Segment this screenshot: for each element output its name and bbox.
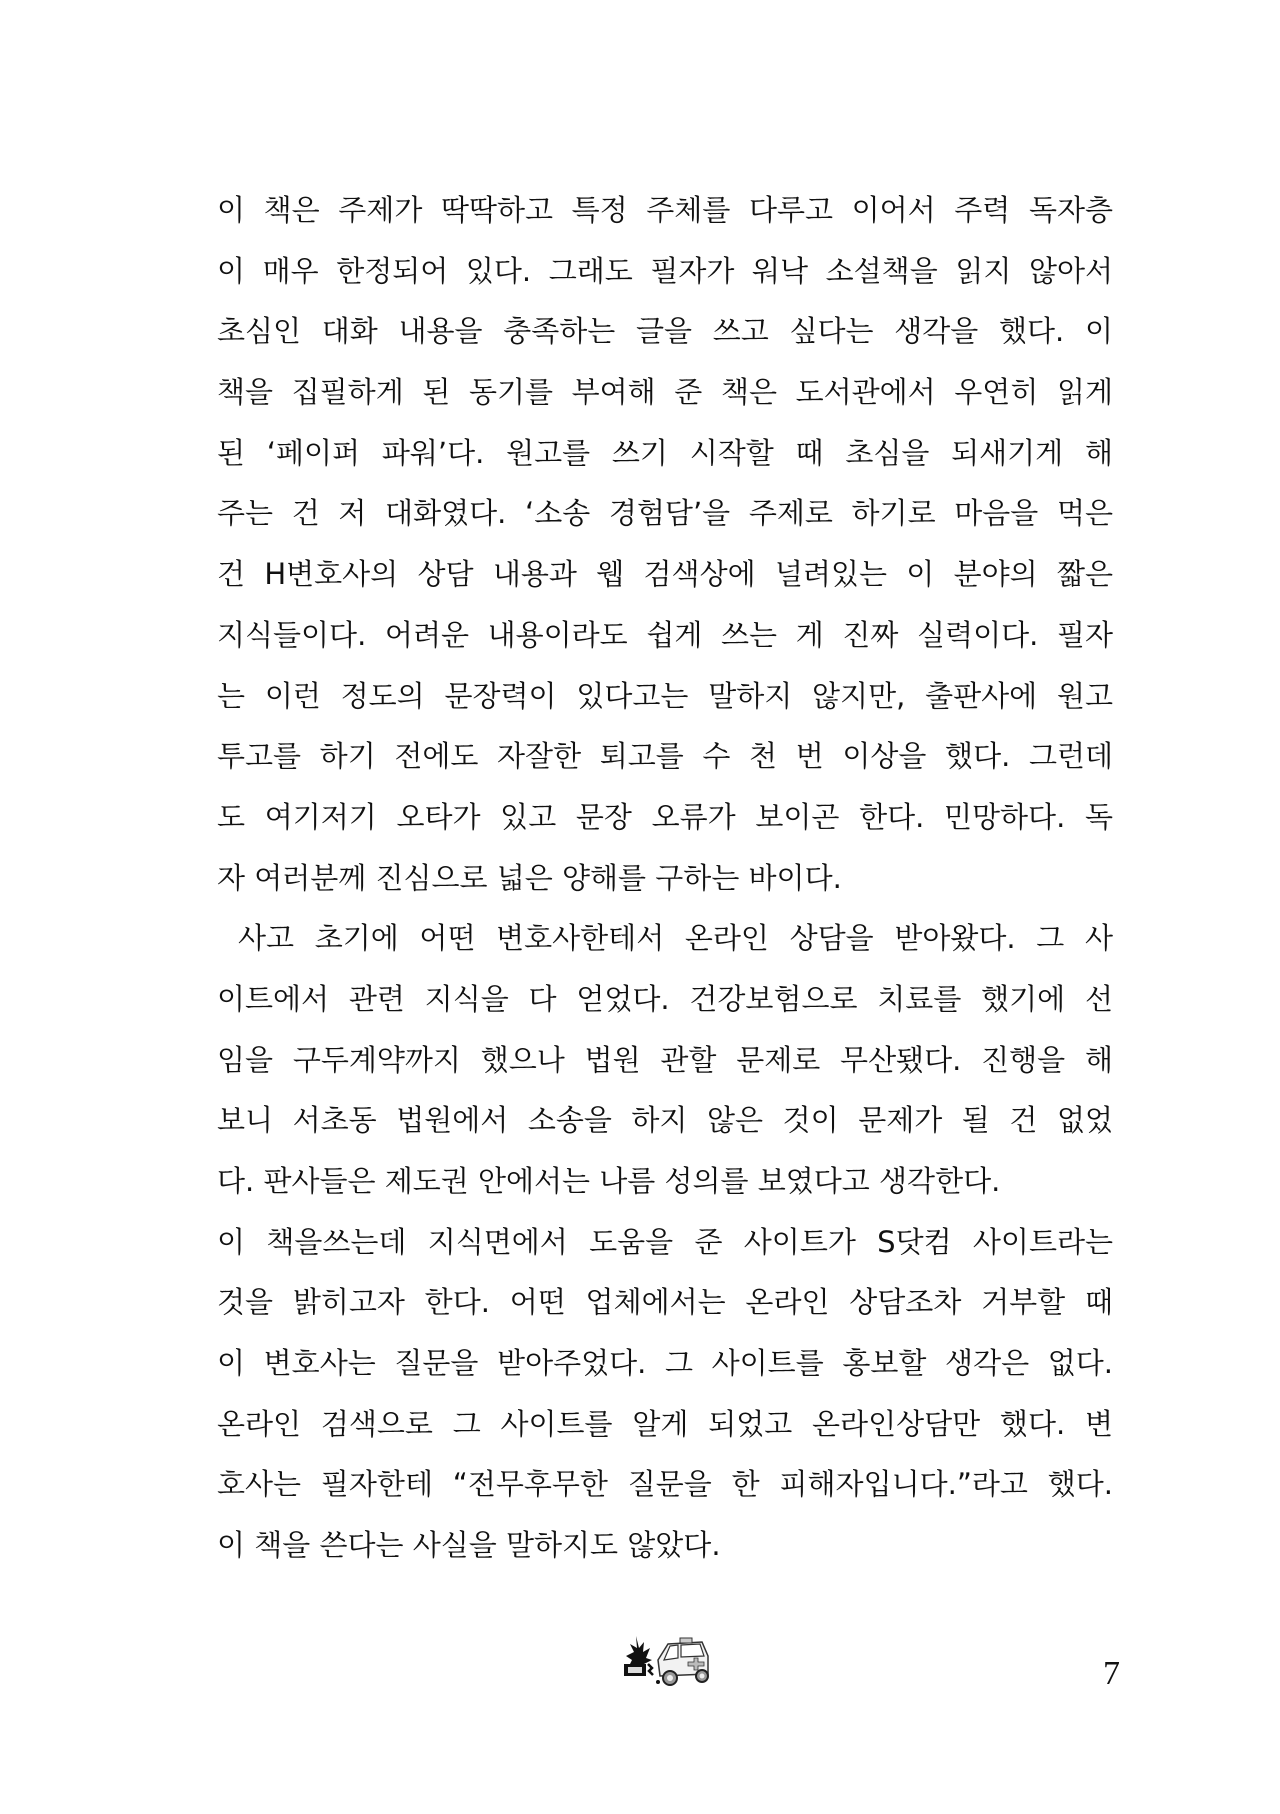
text-line: 지식들이다. 어려운 내용이라도 쉽게 쓰는 게 진짜 실력이다. 필자 — [217, 617, 1113, 652]
text-line: 초심인 대화 내용을 충족하는 글을 쓰고 싶다는 생각을 했다. 이 — [217, 314, 1113, 349]
car-accident-icon — [622, 1634, 714, 1692]
text-line: 투고를 하기 전에도 자잘한 퇴고를 수 천 번 이상을 했다. 그런데 — [217, 739, 1113, 774]
text-line: 이 책을 쓴다는 사실을 말하지도 않았다. — [217, 1528, 721, 1563]
text-line: 된 ‘페이퍼 파워’다. 원고를 쓰기 시작할 때 초심을 되새기게 해 — [217, 435, 1113, 470]
text-line: 책을 집필하게 된 동기를 부여해 준 책은 도서관에서 우연히 읽게 — [217, 375, 1113, 410]
text-line: 보니 서초동 법원에서 소송을 하지 않은 것이 문제가 될 건 없었 — [217, 1103, 1113, 1138]
text-line: 온라인 검색으로 그 사이트를 알게 되었고 온라인상담만 했다. 변 — [217, 1406, 1113, 1441]
text-line: 주는 건 저 대화였다. ‘소송 경험담’을 주제로 하기로 마음을 먹은 — [217, 496, 1113, 531]
text-line: 임을 구두계약까지 했으나 법원 관할 문제로 무산됐다. 진행을 해 — [217, 1042, 1113, 1077]
text-line: 이 변호사는 질문을 받아주었다. 그 사이트를 홍보할 생각은 없다. — [217, 1346, 1113, 1381]
text-line: 이 책을쓰는데 지식면에서 도움을 준 사이트가 S닷컴 사이트라는 — [217, 1224, 1113, 1259]
text-line: 도 여기저기 오타가 있고 문장 오류가 보이곤 한다. 민망하다. 독 — [217, 799, 1113, 834]
page-number: 7 — [1103, 1655, 1120, 1692]
text-line: 건 H변호사의 상담 내용과 웹 검색상에 널려있는 이 분야의 짧은 — [217, 557, 1113, 592]
text-line: 자 여러분께 진심으로 넓은 양해를 구하는 바이다. — [217, 860, 842, 895]
text-line: 이트에서 관련 지식을 다 얻었다. 건강보험으로 치료를 했기에 선 — [217, 981, 1113, 1016]
text-line: 것을 밝히고자 한다. 어떤 업체에서는 온라인 상담조차 거부할 때 — [217, 1285, 1113, 1320]
text-line: 이 매우 한정되어 있다. 그래도 필자가 워낙 소설책을 읽지 않아서 — [217, 253, 1113, 288]
text-line: 사고 초기에 어떤 변호사한테서 온라인 상담을 받아왔다. 그 사 — [238, 921, 1113, 956]
text-line: 이 책은 주제가 딱딱하고 특정 주체를 다루고 이어서 주력 독자층 — [217, 193, 1113, 227]
text-line: 다. 판사들은 제도권 안에서는 나름 성의를 보였다고 생각한다. — [217, 1164, 1001, 1198]
text-line: 호사는 필자한테 “전무후무한 질문을 한 피해자입니다.”라고 했다. — [217, 1467, 1113, 1502]
text-line: 는 이런 정도의 문장력이 있다고는 말하지 않지만, 출판사에 원고 — [217, 678, 1113, 713]
body-text — [217, 180, 1113, 1576]
